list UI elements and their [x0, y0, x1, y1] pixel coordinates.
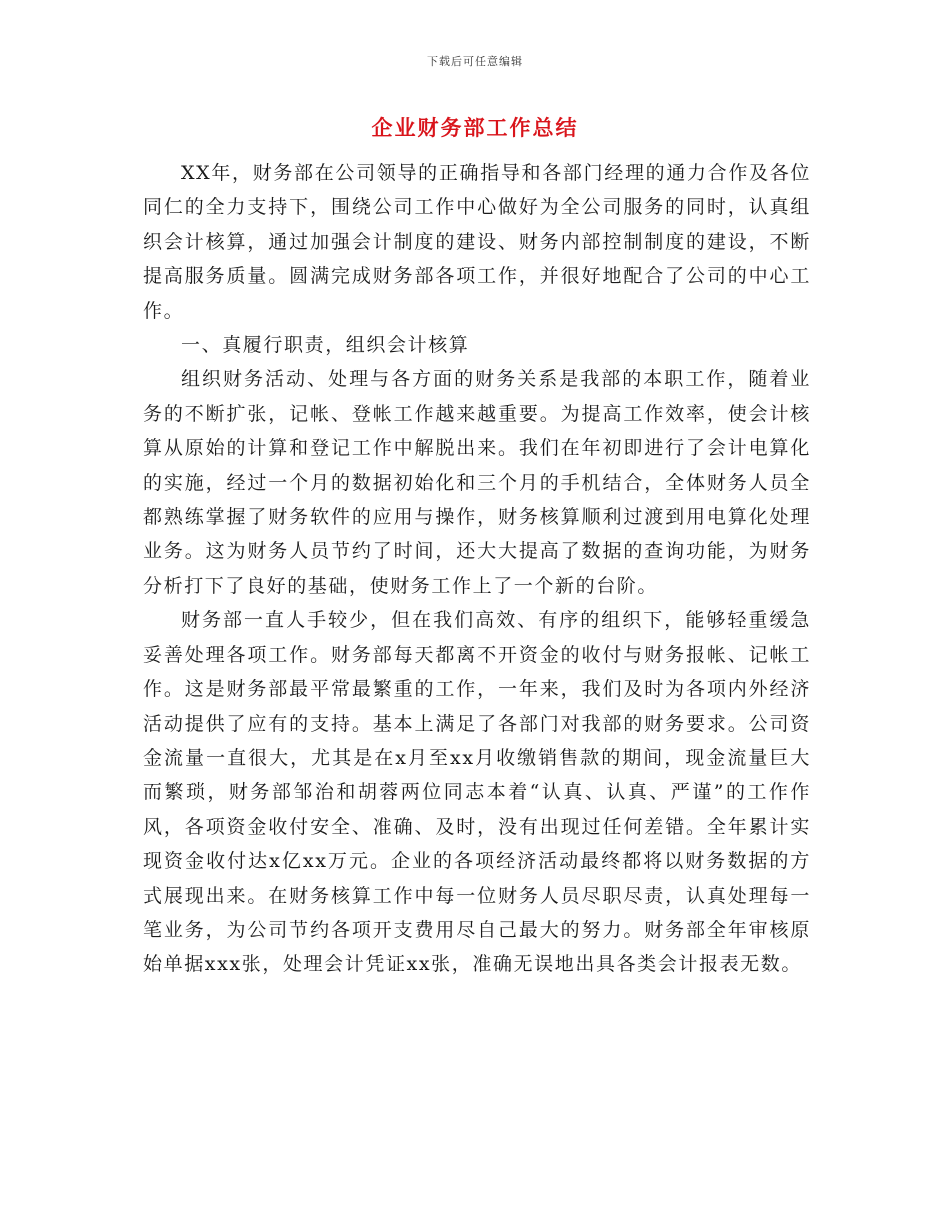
document-title: 企业财务部工作总结 [371, 115, 579, 140]
document-body [143, 156, 811, 982]
paragraph-workload: 财务部一直人手较少，但在我们高效、有序的组织下，能够轻重缓急妥善处理各项工作。财务部每天都离不开资金的收付与财务报帐、记帐工作。这是财务部最平常最繁重的工作，一年来，我们及时为各项内外经济活动提供了应有的支持。基本上满足了各部门对我部的财务要求。公司资金流量一直很大，尤其是在x月至xx月收缴销售款的期间，现金流量巨大而繁琐，财务部邹治和胡蓉两位同志本着“认真、认真、严谨”的工作作风，各项资金收付安全、准确、及时，没有出现过任何差错。全年累计实现资金收付达x亿xx万元。企业的各项经济活动最终都将以财务数据的方式展现出来。在财务核算工作中每一位财务人员尽职尽责，认真处理每一笔业务，为公司节约各项开支费用尽自己最大的努力。财务部全年审核原始单据xxx张，处理会计凭证xx张，准确无误地出具各类会计报表无数。 [143, 609, 811, 976]
paragraph-accounting: 组织财务活动、处理与各方面的财务关系是我部的本职工作，随着业务的不断扩张，记帐、登帐工作越来越重要。为提高工作效率，使会计核算从原始的计算和登记工作中解脱出来。我们在年初即进行了会计电算化的实施，经过一个月的数据初始化和三个月的手机结合，全体财务人员全都熟练掌握了财务软件的应用与操作，财务核算顺利过渡到用电算化处理业务。这为财务人员节约了时间，还大大提高了数据的查询功能，为财务分析打下了良好的基础，使财务工作上了一个新的台阶。 [143, 368, 811, 597]
paragraph-intro: XX年，财务部在公司领导的正确指导和各部门经理的通力合作及各位同仁的全力支持下，围绕公司工作中心做好为全公司服务的同时，认真组织会计核算，通过加强会计制度的建设、财务内部控制制度的建设，不断提高服务质量。圆满完成财务部各项工作，并很好地配合了公司的中心工作。 [143, 162, 811, 322]
header-note: 下载后可任意编辑 [427, 55, 523, 68]
section-heading: 一、真履行职责，组织会计核算 [181, 334, 470, 357]
